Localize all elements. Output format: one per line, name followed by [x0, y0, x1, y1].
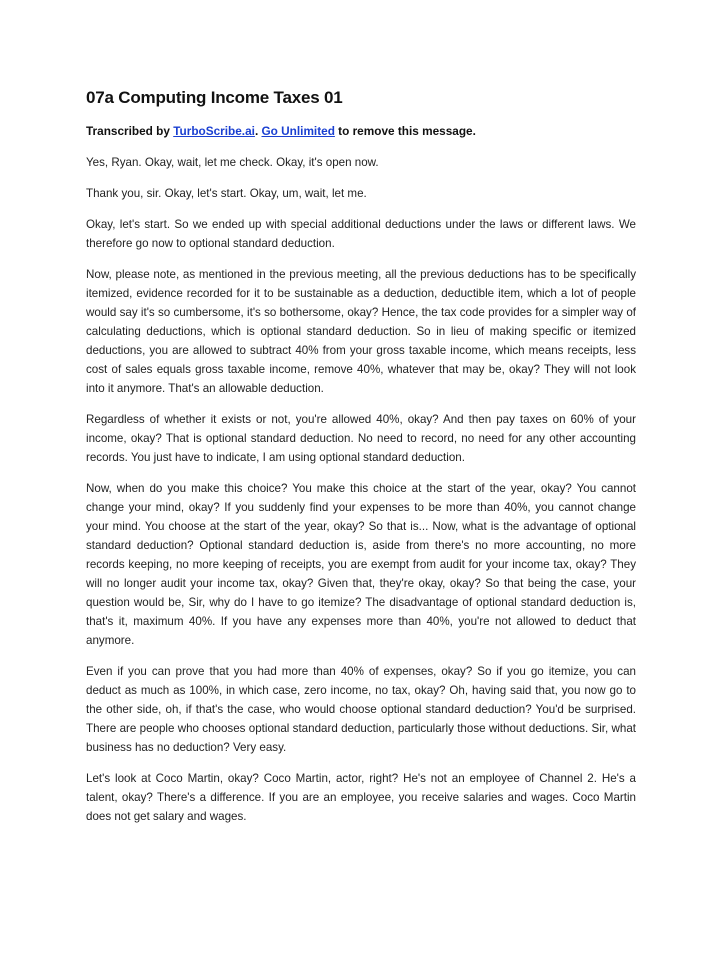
paragraph: Thank you, sir. Okay, let's start. Okay, um, wait, let me. [86, 187, 367, 200]
paragraph: Let's look at Coco Martin, okay? Coco Martin, actor, right? He's not an employee of Channel 2. He's a talent, okay? There's a difference. If you are an employee, you receive salaries and wages. Coco Martin does not get salary and wages. [86, 772, 636, 823]
paragraph: Even if you can prove that you had more than 40% of expenses, okay? So if you go itemize, you can deduct as much as 100%, in which case, zero income, no tax, okay? Oh, having said that, you now go to the other side, oh, if that's the case, who would choose optional standard deduction? You'd be surprised. There are people who chooses optional standard deduction, particularly those without deductions. Sir, what business has no deduction? Very easy. [86, 665, 636, 754]
transcription-notice [86, 124, 636, 138]
transcription-prefix: Transcribed by [86, 124, 174, 138]
transcription-separator: . [254, 124, 262, 138]
paragraph: Yes, Ryan. Okay, wait, let me check. Okay, it's open now. [86, 156, 379, 169]
go-unlimited-link[interactable]: Go Unlimited [261, 124, 335, 138]
paragraph: Regardless of whether it exists or not, you're allowed 40%, okay? And then pay taxes on 60% of your income, okay? That is optional standard deduction. No need to record, no need for any other accounting records. You just have to indicate, I am using optional standard deduction. [86, 413, 636, 464]
document-title: 07a Computing Income Taxes 01 [86, 88, 343, 107]
transcription-suffix: to remove this message. [334, 124, 476, 138]
turboscribe-link[interactable]: TurboScribe.ai [173, 124, 255, 138]
paragraph: Now, when do you make this choice? You make this choice at the start of the year, okay? You cannot change your mind, okay? If you suddenly find your expenses to be more than 40%, you cannot change your mind. You choose at the start of the year, okay? So that is... Now, what is the advantage of optional standard deduction? Optional standard deduction is, aside from there's no more accounting, no more records keeping, no more keeping of receipts, you are exempt from audit for your income tax, okay? They will no longer audit your income tax, okay? Given that, they're okay, okay? So that being the case, your question would be, Sir, why do I have to go itemize? The disadvantage of optional standard deduction is, that's it, maximum 40%. If you have any expenses more than 40%, you're not allowed to deduct that anymore. [86, 482, 636, 647]
paragraph: Now, please note, as mentioned in the previous meeting, all the previous deductions has to be specifically itemized, evidence recorded for it to be sustainable as a deduction, deductible item, which a lot of people would say it's so cumbersome, it's so bothersome, okay? Hence, the tax code provides for a simpler way of calculating deductions, which is optional standard deduction. So in lieu of making specific or itemized deductions, you are allowed to subtract 40% from your gross taxable income, which means receipts, less cost of sales equals gross taxable income, remove 40%, whatever that may be, okay? They will not look into it anymore. That's an allowable deduction. [86, 268, 636, 395]
document-page [86, 88, 636, 838]
paragraph: Okay, let's start. So we ended up with special additional deductions under the laws or different laws. We therefore go now to optional standard deduction. [86, 218, 636, 250]
